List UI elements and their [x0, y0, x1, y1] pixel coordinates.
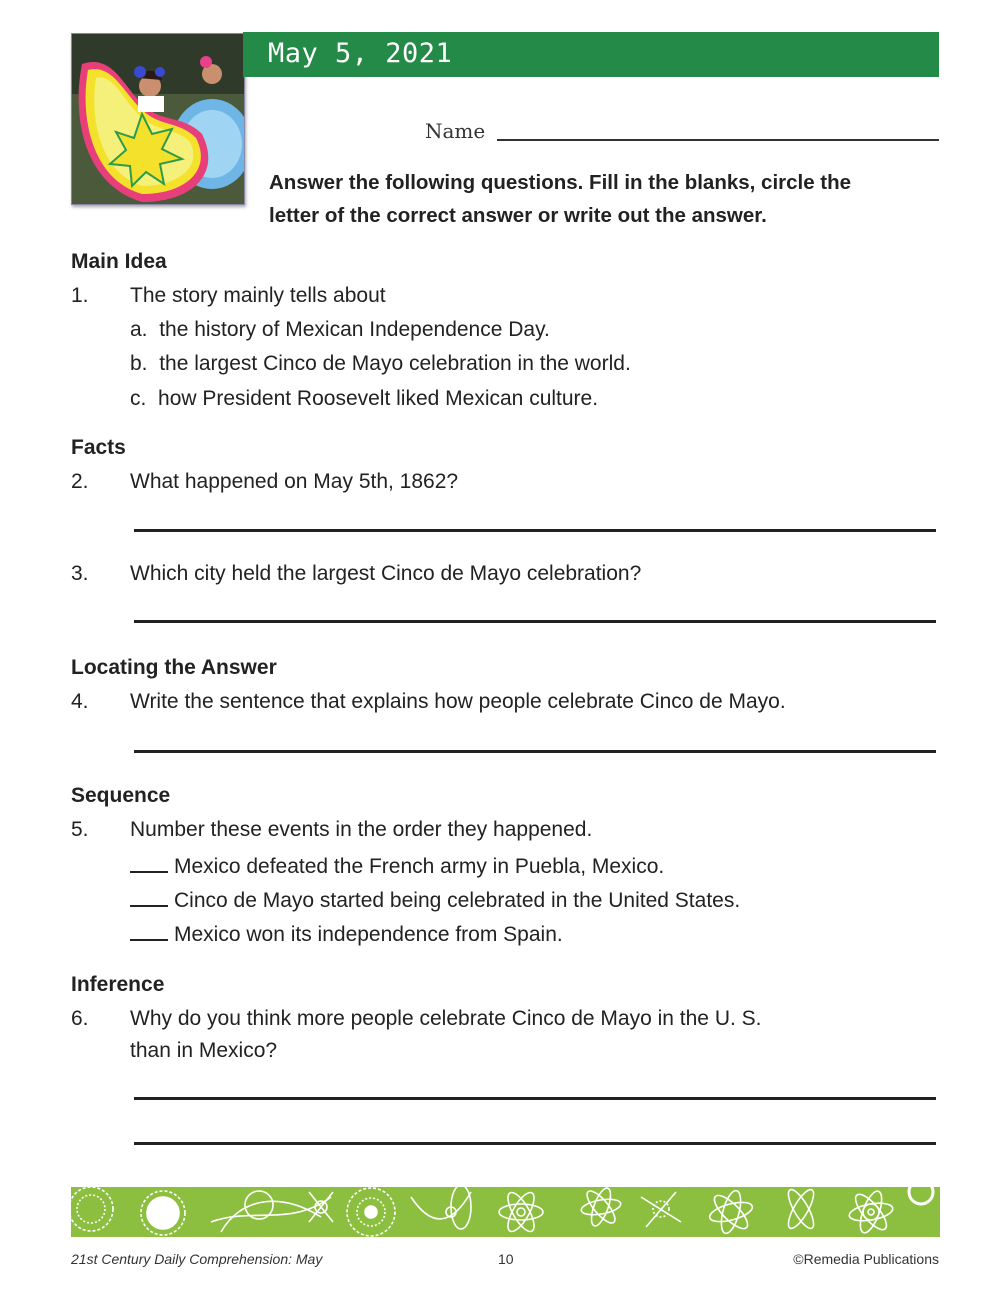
question-text: What happened on May 5th, 1862? — [130, 470, 459, 493]
name-input[interactable] — [497, 139, 939, 141]
section-heading-main-idea: Main Idea — [71, 250, 167, 273]
sequence-blank-input[interactable] — [130, 851, 168, 873]
name-label: Name — [425, 119, 486, 143]
section-heading-inference: Inference — [71, 973, 165, 996]
option-text: the largest Cinco de Mayo celebration in the world. — [159, 352, 631, 375]
footer-floral-band — [71, 1187, 940, 1237]
option-letter: b. — [130, 352, 148, 375]
section-heading-locating: Locating the Answer — [71, 656, 277, 679]
option-letter: c. — [130, 387, 147, 410]
option-text: the history of Mexican Independence Day. — [159, 318, 550, 341]
question-text-line-2: than in Mexico? — [130, 1039, 278, 1062]
answer-line-q4[interactable] — [134, 750, 936, 753]
section-heading-sequence: Sequence — [71, 784, 171, 807]
instructions-line-1: Answer the following questions. Fill in the blanks, circle the — [269, 171, 852, 194]
question-number: 3. — [71, 562, 89, 585]
dancers-photo — [71, 33, 245, 205]
question-text: Which city held the largest Cinco de Mayo celebration? — [130, 562, 642, 585]
event-text: Mexico won its independence from Spain. — [174, 923, 563, 946]
question-number: 5. — [71, 818, 89, 841]
event-text: Cinco de Mayo started being celebrated in the United States. — [174, 889, 741, 912]
sequence-event — [130, 919, 563, 948]
answer-line-q6-2[interactable] — [134, 1142, 936, 1145]
sequence-blank-input[interactable] — [130, 885, 168, 907]
footer-copyright: ©Remedia Publications — [793, 1251, 939, 1267]
answer-option-c[interactable] — [130, 386, 598, 412]
answer-line-q2[interactable] — [134, 529, 936, 532]
sequence-blank-input[interactable] — [130, 919, 168, 941]
question-text: Number these events in the order they happened. — [130, 818, 593, 841]
answer-line-q3[interactable] — [134, 620, 936, 623]
answer-line-q6-1[interactable] — [134, 1097, 936, 1100]
dancers-photo-icon — [72, 34, 244, 204]
answer-option-b[interactable] — [130, 351, 631, 377]
question-number: 1. — [71, 284, 89, 307]
page-number: 10 — [498, 1251, 514, 1267]
page-title: May 5, 2021 — [268, 38, 453, 69]
floral-pattern-icon — [71, 1187, 940, 1237]
question-text-line-1: Why do you think more people celebrate Cinco de Mayo in the U. S. — [130, 1007, 762, 1030]
section-heading-facts: Facts — [71, 436, 126, 459]
question-number: 2. — [71, 470, 89, 493]
instructions-line-2: letter of the correct answer or write out the answer. — [269, 204, 767, 227]
option-letter: a. — [130, 318, 148, 341]
answer-option-a[interactable] — [130, 317, 550, 343]
footer-book-title: 21st Century Daily Comprehension: May — [71, 1251, 323, 1267]
option-text: how President Roosevelt liked Mexican culture. — [158, 387, 599, 410]
sequence-event — [130, 885, 740, 914]
question-text: Write the sentence that explains how people celebrate Cinco de Mayo. — [130, 690, 786, 713]
event-text: Mexico defeated the French army in Puebla, Mexico. — [174, 855, 665, 878]
instructions — [269, 166, 949, 232]
question-text: The story mainly tells about — [130, 284, 386, 307]
question-number: 4. — [71, 690, 89, 713]
question-number: 6. — [71, 1007, 89, 1030]
sequence-event — [130, 851, 664, 880]
